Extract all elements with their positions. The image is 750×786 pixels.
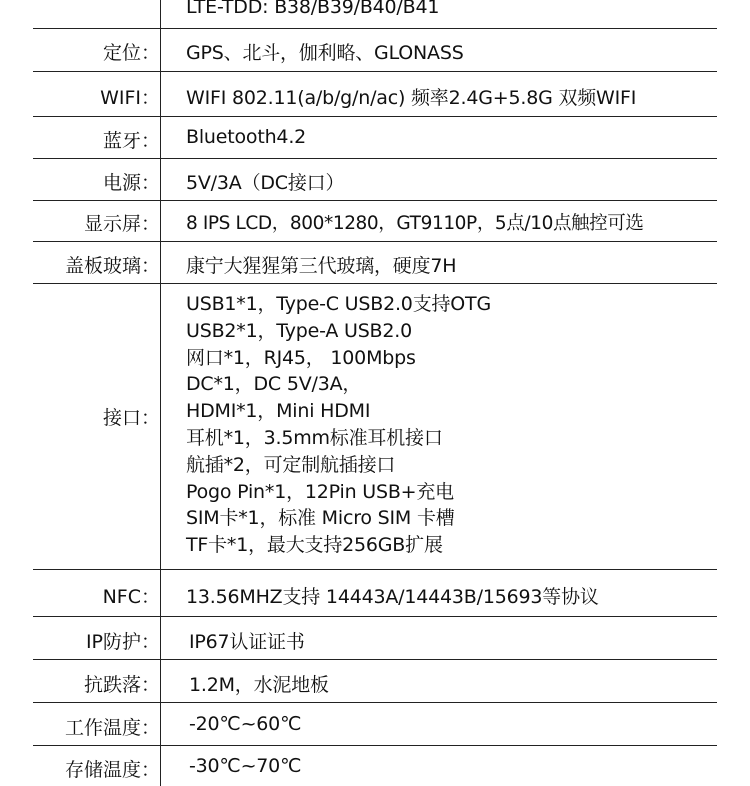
interface-line: HDMI*1，Mini HDMI [186,400,371,423]
spec-row-display [33,201,717,242]
spec-label-drop-resistance: 抗跌落： [83,674,160,696]
spec-label-bluetooth: 蓝牙： [102,130,160,152]
spec-label-ip-protection: IP防护： [85,631,160,653]
spec-row-nfc [33,570,717,617]
interface-line: 航插*2，可定制航插接口 [186,453,396,476]
spec-label-nfc: NFC： [102,586,160,608]
interface-line: Pogo Pin*1，12Pin USB+充电 [186,480,454,503]
interface-line: 耳机*1，3.5mm标准耳机接口 [186,426,443,449]
spec-value-lte-tdd: LTE-TDD: B38/B39/B40/B41 [186,0,440,18]
spec-value-wifi: WIFI 802.11(a/b/g/n/ac) 频率2.4G+5.8G 双频WIFI [186,87,637,109]
spec-value-nfc: 13.56MHZ支持 14443A/14443B/15693等协议 [186,586,599,608]
interface-line: USB2*1，Type-A USB2.0 [186,319,413,342]
spec-value-cover-glass: 康宁大猩猩第三代玻璃，硬度7H [186,255,457,277]
spec-value-power: 5V/3A（DC接口） [186,172,345,194]
column-divider [160,660,161,702]
spec-value-positioning: GPS、北斗，伽利略、GLONASS [186,42,464,64]
column-divider [160,29,161,71]
column-divider [160,617,161,659]
column-divider [160,570,161,616]
spec-row-interfaces [33,284,717,570]
column-divider [160,242,161,283]
spec-row-drop-resistance [33,660,717,703]
spec-row-positioning [33,29,717,72]
interface-line: USB1*1，Type-C USB2.0支持OTG [186,293,491,315]
column-divider [160,72,161,116]
spec-value-storage-temp: -30℃~70℃ [189,755,302,777]
spec-label-storage-temp: 存储温度： [64,759,160,781]
spec-label-operating-temp: 工作温度： [64,717,160,739]
column-divider [160,117,161,158]
spec-label-power: 电源： [102,172,160,194]
spec-row-lte-tdd [33,0,717,29]
column-divider [160,284,161,569]
spec-label-interfaces: 接口： [102,407,160,429]
spec-row-cover-glass [33,242,717,284]
spec-value-operating-temp: -20℃~60℃ [189,713,302,735]
spec-row-bluetooth [33,117,717,159]
spec-row-power [33,159,717,201]
spec-row-storage-temp [33,746,717,786]
spec-value-drop-resistance: 1.2M，水泥地板 [189,674,329,696]
interface-line: 网口*1，RJ45， 100Mbps [186,346,416,369]
spec-label-wifi: WIFI： [100,87,160,109]
column-divider [160,703,161,745]
interface-line: SIM卡*1，标准 Micro SIM 卡槽 [186,507,455,530]
spec-row-operating-temp [33,703,717,746]
spec-value-interfaces [186,291,491,559]
spec-value-bluetooth: Bluetooth4.2 [186,126,307,148]
spec-value-ip-protection: IP67认证证书 [189,631,305,653]
spec-row-ip-protection [33,617,717,660]
spec-label-positioning: 定位： [102,42,160,64]
spec-row-wifi [33,72,717,117]
column-divider [160,201,161,241]
column-divider [160,0,161,28]
column-divider [160,159,161,200]
interface-line: DC*1，DC 5V/3A， [186,373,362,396]
spec-value-display: 8 IPS LCD，800*1280，GT9110P，5点/10点触控可选 [186,213,644,234]
spec-label-display: 显示屏： [83,213,160,235]
column-divider [160,746,161,786]
spec-label-cover-glass: 盖板玻璃： [64,255,160,277]
interface-line: TF卡*1，最大支持256GB扩展 [186,534,443,557]
